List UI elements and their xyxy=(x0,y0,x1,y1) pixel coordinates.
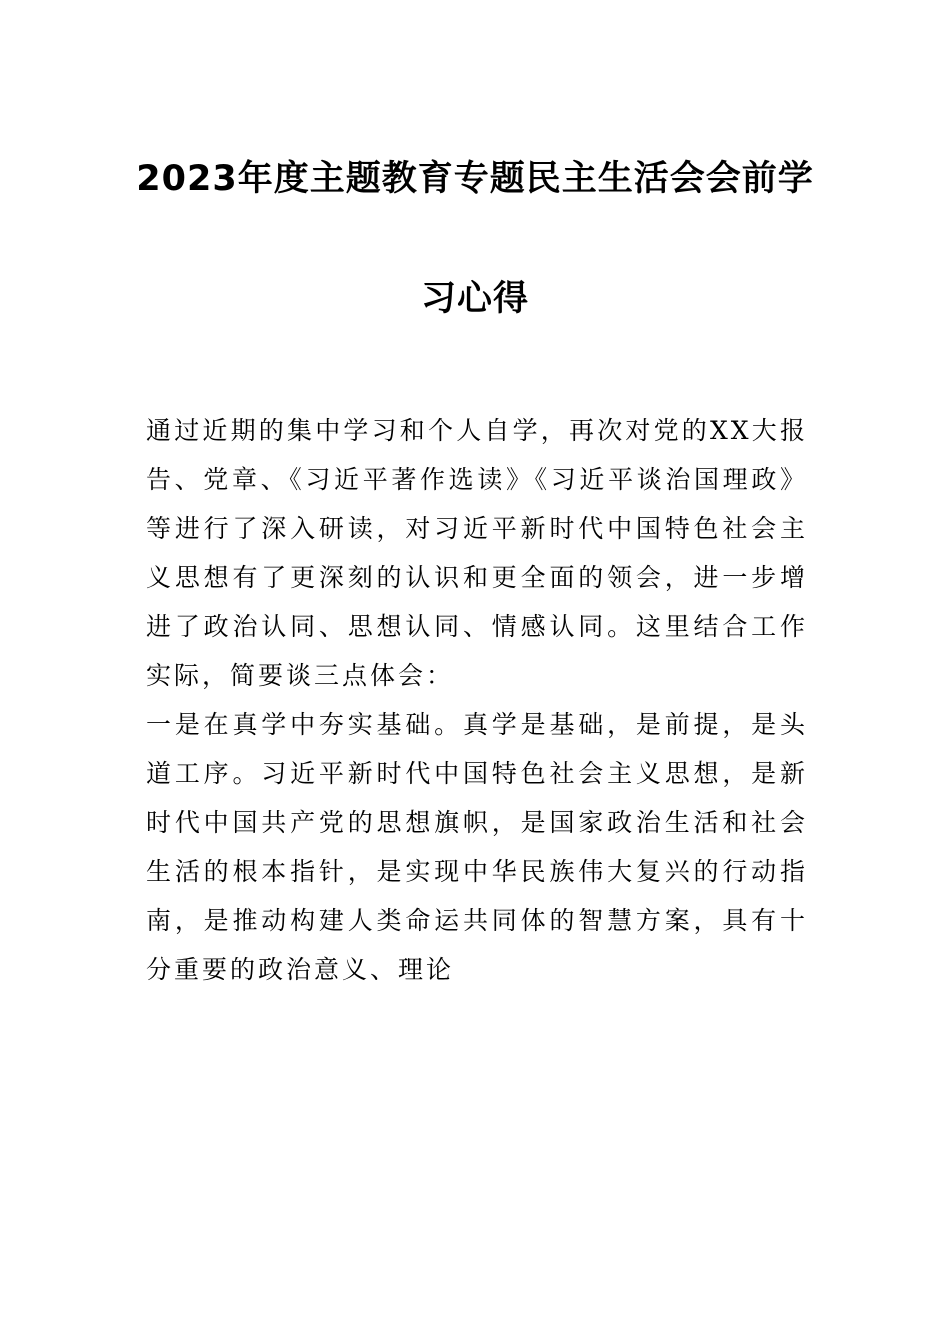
body-paragraph-intro: 通过近期的集中学习和个人自学，再次对党的XX大报告、党章、《习近平著作选读》《习近平谈治国理政》等进行了深入研读，对习近平新时代中国特色社会主义思想有了更深刻的认识和更全面的领会，进一步增进了政治认同、思想认同、情感认同。这里结合工作实际，简要谈三点体会： xyxy=(146,416,808,690)
document-title-line-2: 习心得 xyxy=(420,279,529,319)
body-paragraph-point-one: 一是在真学中夯实基础。真学是基础，是前提，是头道工序。习近平新时代中国特色社会主义思想，是新时代中国共产党的思想旗帜，是国家政治生活和社会生活的根本指针，是实现中华民族伟大复兴的行动指南，是推动构建人类命运共同体的智慧方案，具有十分重要的政治意义、理论 xyxy=(146,710,808,984)
document-title-line-1: 2023年度主题教育专题民主生活会会前学 xyxy=(136,159,814,199)
